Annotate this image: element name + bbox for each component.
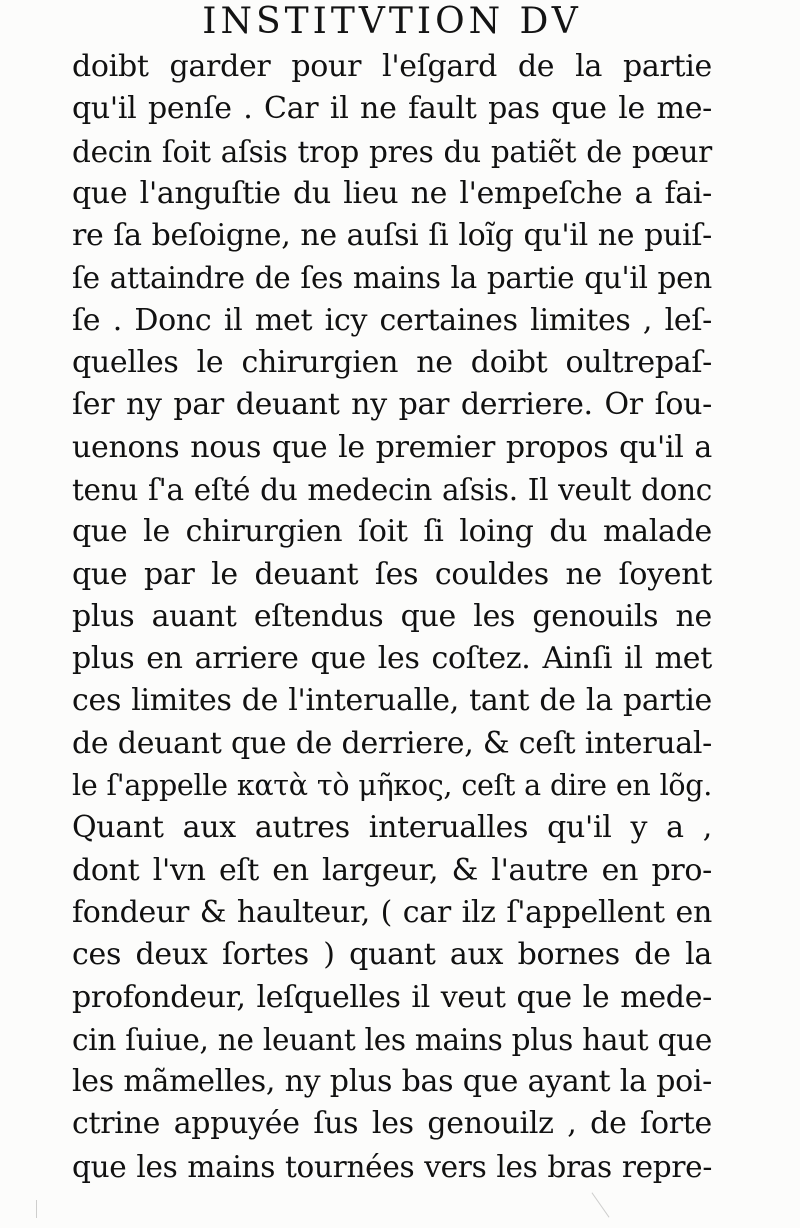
- text-line: ſe . Donc il met icy certaines limites , leſ-: [72, 302, 712, 338]
- text-block: [72, 0, 712, 1188]
- text-line: que le chirurgien ſoit ſi loing du malade: [72, 514, 712, 550]
- text-line: quelles le chirurgien ne doibt oultrepaſ-: [72, 345, 712, 381]
- text-line: ſer ny par deuant ny par derriere. Or ſou-: [72, 387, 712, 423]
- text-line: fondeur & haulteur, ( car ilz ſ'appellent en: [72, 894, 712, 930]
- text-line: de deuant que de derriere, & ceſt interual-: [72, 725, 712, 761]
- text-line: ctrine appuyée ſus les genouilz , de ſorte: [72, 1106, 712, 1142]
- text-line: le ſ'appelle κατὰ τὸ μῆκος, ceſt a dire en lõg.: [72, 769, 712, 803]
- text-line: re ſa beſoigne, ne auſsi ſi loĩg qu'il ne puiſ-: [72, 218, 712, 254]
- text-line: decin ſoit aſsis trop pres du patiẽt de pœur: [72, 134, 712, 169]
- scan-mark: [36, 1200, 37, 1218]
- text-line: les mãmelles, ny plus bas que ayant la poi-: [72, 1064, 712, 1100]
- scan-mark: [591, 1192, 609, 1217]
- text-line: cin ſuiue, ne leuant les mains plus haut que: [72, 1022, 712, 1057]
- text-line: plus auant eſtendus que les genouils ne: [72, 598, 712, 634]
- text-line: ces deux ſortes ) quant aux bornes de la: [72, 937, 712, 973]
- text-line: tenu ſ'a eſté du medecin aſsis. Il veult donc: [72, 472, 712, 507]
- text-line: que les mains tournées vers les bras repre-: [72, 1149, 712, 1184]
- running-head: INSTITVTION DV: [202, 1, 582, 42]
- text-line: que l'anguſtie du lieu ne l'empeſche a fai-: [72, 175, 712, 211]
- text-line: que par le deuant ſes couldes ne ſoyent: [72, 556, 712, 592]
- text-line: plus en arriere que les coſtez. Ainſi il met: [72, 641, 712, 677]
- text-line: dont l'vn eſt en largeur, & l'autre en pro-: [72, 852, 712, 888]
- text-line: ces limites de l'interualle, tant de la partie: [72, 683, 712, 719]
- text-line: Quant aux autres interualles qu'il y a ,: [72, 810, 712, 846]
- body-text: [72, 46, 712, 1188]
- text-line: qu'il penſe . Car il ne fault pas que le me-: [72, 91, 712, 127]
- text-line: doibt garder pour l'eſgard de la partie: [72, 49, 712, 84]
- text-line: ſe attaindre de ſes mains la partie qu'il pen: [72, 261, 712, 296]
- text-line: profondeur, leſquelles il veut que le mede-: [72, 979, 712, 1015]
- text-line: uenons nous que le premier propos qu'il a: [72, 429, 712, 465]
